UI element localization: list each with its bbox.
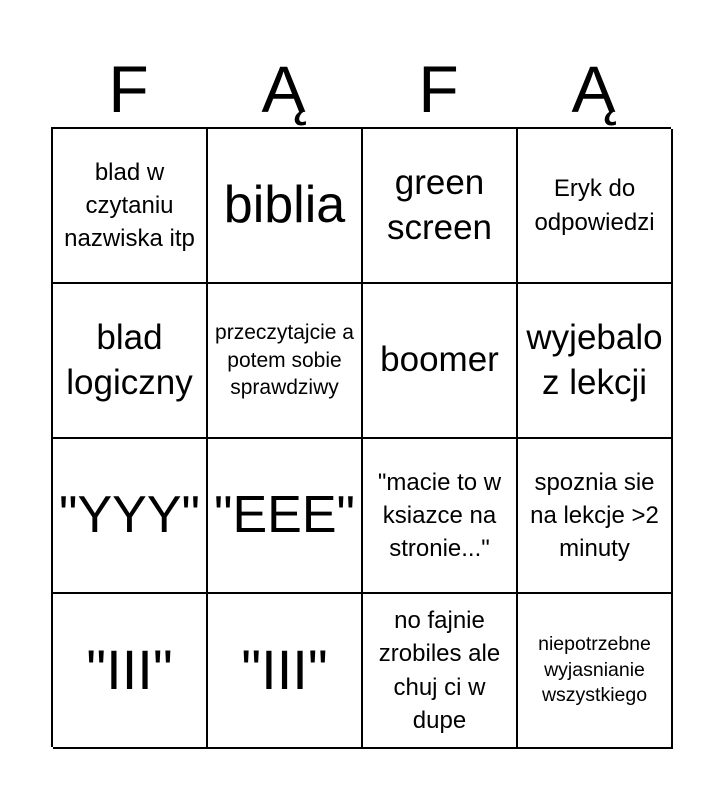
bingo-cell[interactable]: "III" (53, 594, 208, 749)
bingo-cell[interactable]: "EEE" (208, 439, 363, 594)
bingo-cell[interactable]: biblia (208, 129, 363, 284)
bingo-header (51, 50, 671, 128)
bingo-cell[interactable]: green screen (363, 129, 518, 284)
header-letter-2: Ą (261, 52, 306, 126)
header-letter-3: F (418, 52, 459, 126)
bingo-cell[interactable]: niepotrzebne wyjasnianie wszystkiego (518, 594, 673, 749)
bingo-cell[interactable]: "YYY" (53, 439, 208, 594)
bingo-board (51, 127, 671, 747)
bingo-cell[interactable]: "macie to w ksiazce na stronie..." (363, 439, 518, 594)
bingo-cell[interactable]: "III" (208, 594, 363, 749)
bingo-cell[interactable]: spoznia sie na lekcje >2 minuty (518, 439, 673, 594)
header-letter-1: F (108, 52, 149, 126)
bingo-cell[interactable]: no fajnie zrobiles ale chuj ci w dupe (363, 594, 518, 749)
header-letter-4: Ą (571, 52, 616, 126)
bingo-cell[interactable]: boomer (363, 284, 518, 439)
bingo-cell[interactable]: przeczytajcie a potem sobie sprawdziwy (208, 284, 363, 439)
bingo-cell[interactable]: Eryk do odpowiedzi (518, 129, 673, 284)
bingo-cell[interactable]: wyjebalo z lekcji (518, 284, 673, 439)
bingo-cell[interactable]: blad logiczny (53, 284, 208, 439)
bingo-cell[interactable]: blad w czytaniu nazwiska itp (53, 129, 208, 284)
